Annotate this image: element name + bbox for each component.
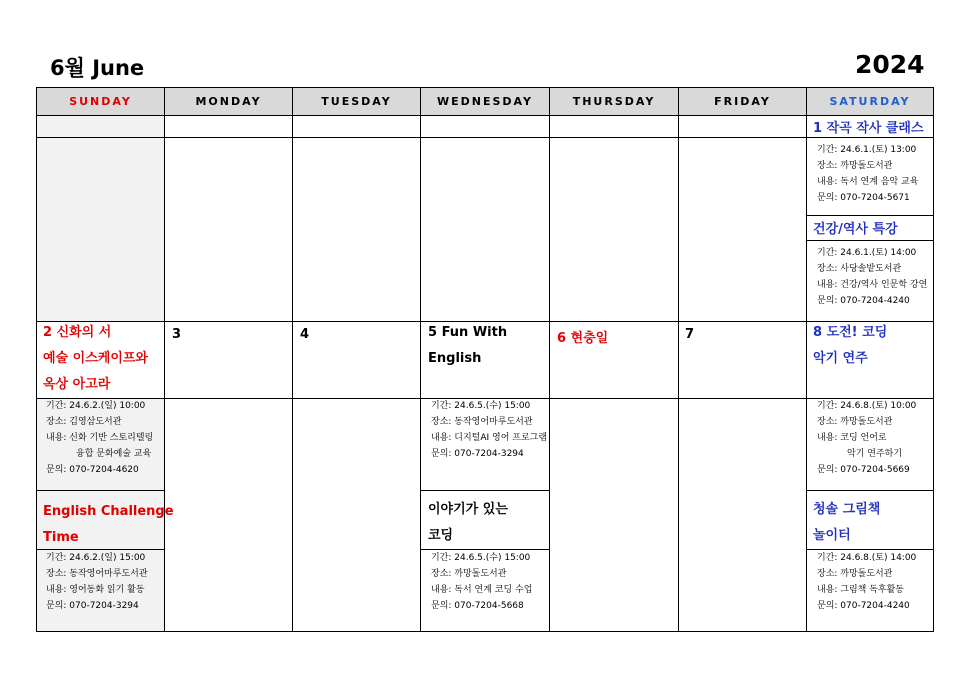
date-holiday: 6 현충일 xyxy=(557,331,609,346)
event-detail-line: 장소: 까망돌도서관 xyxy=(817,569,893,579)
event-title-line: English xyxy=(428,351,482,366)
col-divider xyxy=(164,115,165,631)
date-number: 3 xyxy=(172,327,182,342)
event-detail-line: 문의: 070-7204-5669 xyxy=(817,465,910,475)
event-detail-line: 장소: 까망돌도서관 xyxy=(817,417,893,427)
empty-cell-shade xyxy=(37,116,165,321)
event-details xyxy=(431,398,547,462)
month-title: 6월 June xyxy=(50,56,145,80)
event-detail-line: 장소: 동작영어마루도서관 xyxy=(46,569,148,579)
event-title-line: 악기 연주 xyxy=(813,351,868,366)
event-title xyxy=(43,320,148,398)
event-title-line: 2 신화의 서 xyxy=(43,325,112,340)
event-detail-line: 장소: 동작영어마루도서관 xyxy=(431,417,533,427)
event-detail-line: 기간: 24.6.2.(일) 15:00 xyxy=(46,553,146,563)
event-detail-line: 문의: 070-7204-5671 xyxy=(817,193,910,203)
event-detail-line: 내용: 건강/역사 인문학 강연 xyxy=(817,280,928,290)
event-detail-line: 내용: 그림책 독후활동 xyxy=(817,585,905,595)
event-title-line: 청솔 그림책 xyxy=(813,502,881,517)
event-detail-line: 기간: 24.6.5.(수) 15:00 xyxy=(431,401,531,411)
date-number: 7 xyxy=(685,327,695,342)
event-detail-line: 기간: 24.6.2.(일) 10:00 xyxy=(46,401,146,411)
col-divider xyxy=(420,115,421,631)
row-divider xyxy=(807,215,933,216)
event-title-line: 옥상 아고라 xyxy=(43,377,111,392)
event-detail-line: 문의: 070-7204-4240 xyxy=(817,296,910,306)
col-divider xyxy=(292,115,293,631)
event-detail-line: 장소: 까망돌도서관 xyxy=(431,569,507,579)
row-divider xyxy=(37,137,933,138)
event-title-line: 코딩 xyxy=(428,528,454,543)
event-detail-line: 내용: 신화 기반 스토리텔링 xyxy=(46,433,154,443)
event-detail-line: 기간: 24.6.5.(수) 15:00 xyxy=(431,553,531,563)
event-detail-line: 장소: 김영삼도서관 xyxy=(46,417,122,427)
event-detail-line: 장소: 사당솔밭도서관 xyxy=(817,264,902,274)
row-divider xyxy=(421,490,550,491)
calendar-grid xyxy=(36,87,934,632)
event-title-line: English Challenge xyxy=(43,504,174,519)
event-detail-line: 문의: 070-7204-3294 xyxy=(431,449,524,459)
event-title-line: 예술 이스케이프와 xyxy=(43,351,148,366)
header-friday: FRIDAY xyxy=(679,88,807,115)
event-detail-line: 문의: 070-7204-5668 xyxy=(431,601,524,611)
col-divider xyxy=(549,115,550,631)
row-divider xyxy=(807,490,933,491)
event-title xyxy=(428,497,508,549)
event-detail-line: 장소: 까망돌도서관 xyxy=(817,161,893,171)
event-details xyxy=(46,550,148,614)
event-detail-line: 내용: 독서 연계 코딩 수업 xyxy=(431,585,533,595)
event-detail-line: 문의: 070-7204-4240 xyxy=(817,601,910,611)
date-number: 4 xyxy=(300,327,310,342)
event-details xyxy=(817,398,916,478)
event-detail-line: 악기 연주하기 xyxy=(847,449,903,459)
event-detail-line: 기간: 24.6.8.(토) 14:00 xyxy=(817,553,917,563)
event-title-line: 8 도전! 코딩 xyxy=(813,325,888,340)
col-divider xyxy=(806,115,807,631)
event-title: 1 작곡 작사 클래스 xyxy=(813,121,924,136)
event-detail-line: 기간: 24.6.8.(토) 10:00 xyxy=(817,401,917,411)
event-title-line: 이야기가 있는 xyxy=(428,502,508,517)
event-title-line: Time xyxy=(43,530,79,545)
event-detail-line: 내용: 코딩 언어로 xyxy=(817,433,887,443)
event-detail-line: 융합 문화예술 교육 xyxy=(76,449,152,459)
header-monday: MONDAY xyxy=(165,88,293,115)
header-wednesday: WEDNESDAY xyxy=(421,88,550,115)
event-details xyxy=(817,142,918,206)
col-divider xyxy=(678,115,679,631)
header-sunday: SUNDAY xyxy=(37,88,165,115)
year-title: 2024 xyxy=(855,50,925,79)
event-detail-line: 기간: 24.6.1.(토) 14:00 xyxy=(817,248,917,258)
event-detail-line: 내용: 디지털AI 영어 프로그램 xyxy=(431,433,548,443)
event-details xyxy=(431,550,532,614)
event-details xyxy=(46,398,153,478)
event-title-line: 5 Fun With xyxy=(428,325,508,340)
event-detail-line: 문의: 070-7204-4620 xyxy=(46,465,139,475)
event-detail-line: 내용: 독서 연계 음악 교육 xyxy=(817,177,919,187)
row-divider xyxy=(37,490,165,491)
event-details xyxy=(817,550,916,614)
event-title-line: 놀이터 xyxy=(813,528,851,543)
event-title xyxy=(813,320,887,372)
event-title xyxy=(428,320,507,372)
event-title xyxy=(43,499,174,551)
event-detail-line: 내용: 영어동화 읽기 활동 xyxy=(46,585,145,595)
header-tuesday: TUESDAY xyxy=(293,88,421,115)
event-title xyxy=(813,497,880,549)
event-title: 건강/역사 특강 xyxy=(813,222,898,237)
event-detail-line: 문의: 070-7204-3294 xyxy=(46,601,139,611)
event-detail-line: 기간: 24.6.1.(토) 13:00 xyxy=(817,145,917,155)
weekday-header-row xyxy=(37,88,933,116)
event-details xyxy=(817,245,927,309)
header-thursday: THURSDAY xyxy=(550,88,679,115)
header-saturday: SATURDAY xyxy=(829,95,911,108)
